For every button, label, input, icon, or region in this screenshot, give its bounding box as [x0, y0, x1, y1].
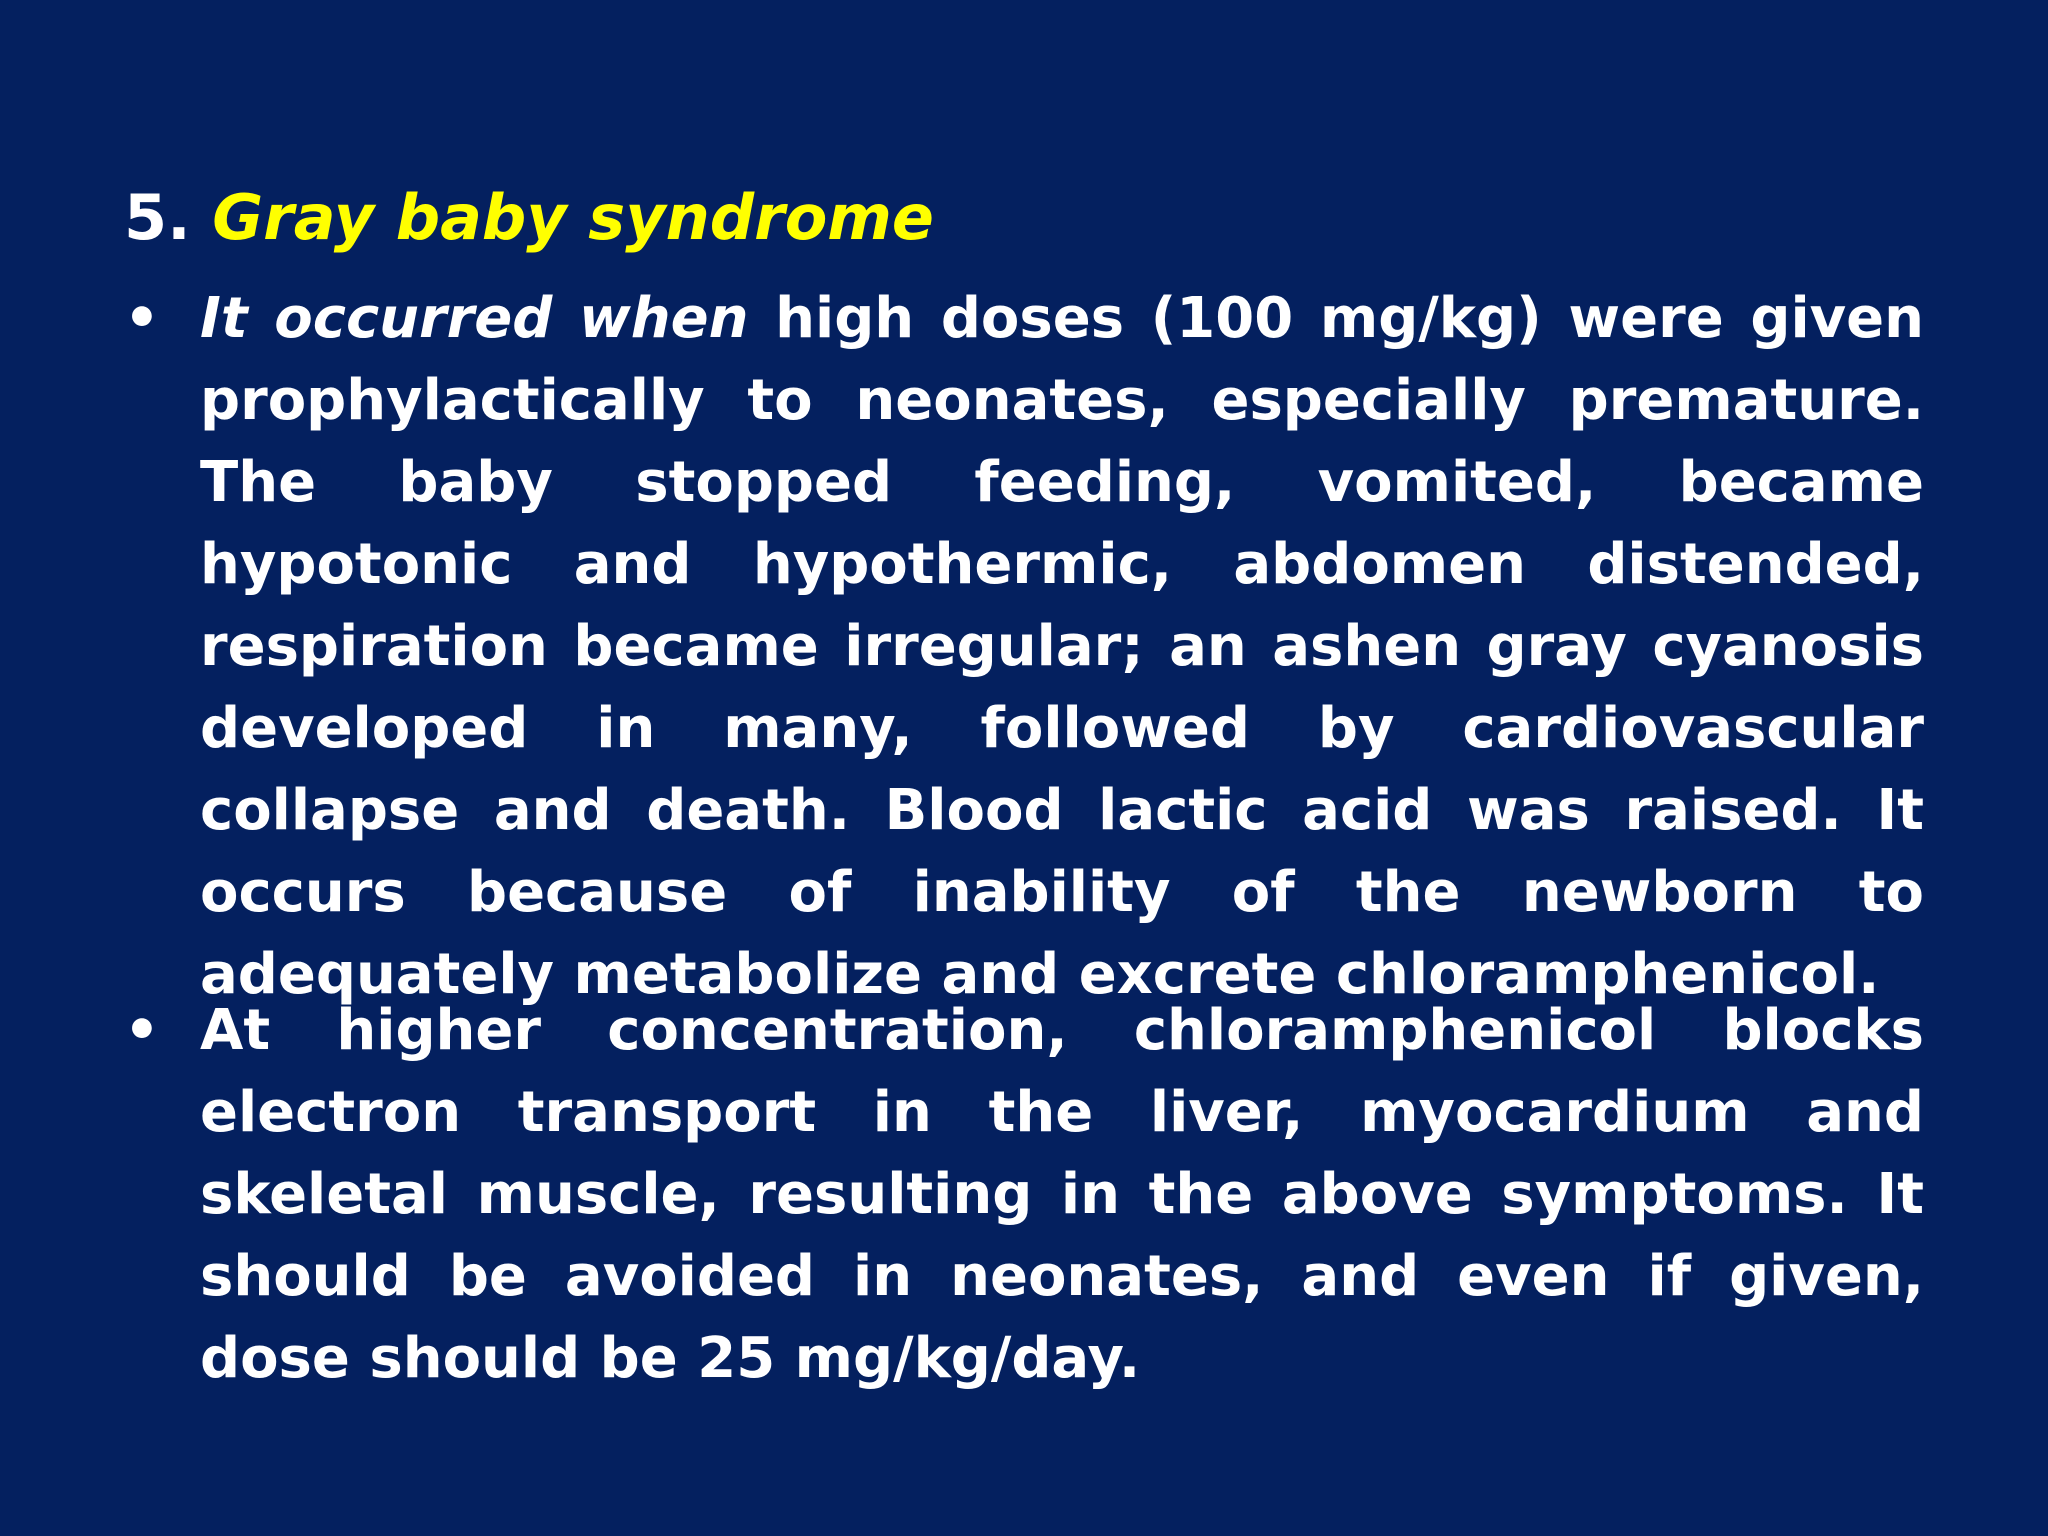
bullet-text — [200, 278, 1924, 1016]
bullet-marker: • — [124, 286, 160, 351]
bullet-italic-lead: It occurred when — [200, 286, 749, 351]
bullet-marker: • — [124, 998, 160, 1063]
bullet-text: At higher concentration, chloramphenicol blocks electron transport in the liver, myocardium and skeletal muscle, resulting in the above symptoms. It should be avoided in neonates, and even if given, dose should be 25 mg/kg/day. — [200, 998, 1924, 1391]
heading-number: 5. — [124, 181, 191, 254]
bullet-body: high doses (100 mg/kg) were given prophylactically to neonates, especially premature. The baby stopped feeding, vomited, became hypotonic and hypothermic, abdomen distended, respiration became irregular; an ashen gray cyanosis developed in many, followed by cardiovascular collapse and death. Blood lactic acid was raised. It occurs because of inability of the newborn to adequately metabolize and excrete chloramphenicol. — [200, 286, 1924, 1007]
heading-title: Gray baby syndrome — [212, 181, 934, 254]
slide-heading — [124, 182, 934, 254]
